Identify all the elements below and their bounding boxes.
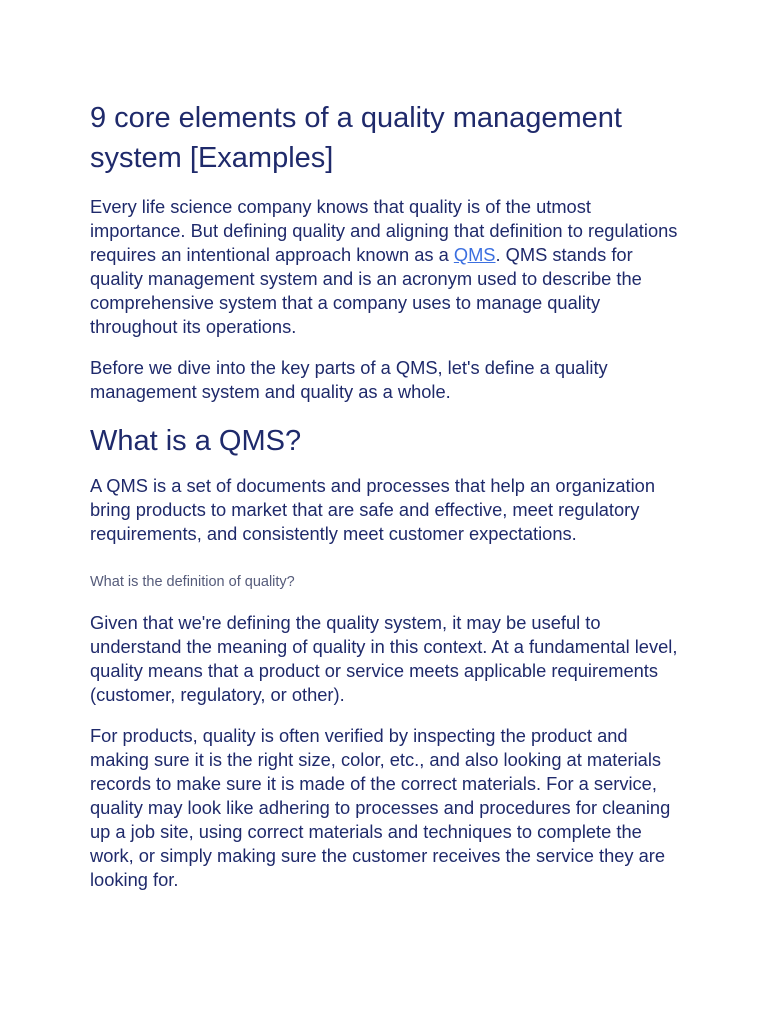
intro-text-end: . QMS stands for quality management system and is an acronym used to describe the comprehensive system that a company uses to manage quality throughout its operations. (90, 244, 642, 337)
qms-link[interactable]: QMS (453, 244, 496, 265)
what-is-qms-paragraph: A QMS is a set of documents and processes that help an organization bring products to market that are safe and effective, meet regulatory requirements, and consistently meet customer expectations. (90, 475, 656, 544)
section-heading-what-is-qms: What is a QMS? (90, 425, 302, 457)
article (90, 98, 690, 892)
subheading-definition-of-quality: What is the definition of quality? (90, 574, 295, 590)
intro-text-start: Every life science company knows that quality is of the utmost importance. But defining quality and aligning that definition to regulations requires an intentional approach known as a (90, 196, 678, 265)
article-title: 9 core elements of a quality management system [Examples] (90, 102, 622, 174)
definition-paragraph-1: Given that we're defining the quality system, it may be useful to understand the meaning of quality in this context. At a fundamental level, quality means that a product or service meets applicable requirements (customer, regulatory, or other). (90, 612, 678, 705)
intro-paragraph-2: Before we dive into the key parts of a QMS, let's define a quality management system and quality as a whole. (90, 357, 608, 402)
definition-paragraph-2: For products, quality is often verified by inspecting the product and making sure it is the right size, color, etc., and also looking at materials records to make sure it is made of the correct materials. For a service, quality may look like adhering to processes and procedures for cleaning up a job site, using correct materials and techniques to complete the work, or simply making sure the customer receives the service they are looking for. (90, 725, 671, 890)
intro-paragraph (90, 195, 690, 339)
